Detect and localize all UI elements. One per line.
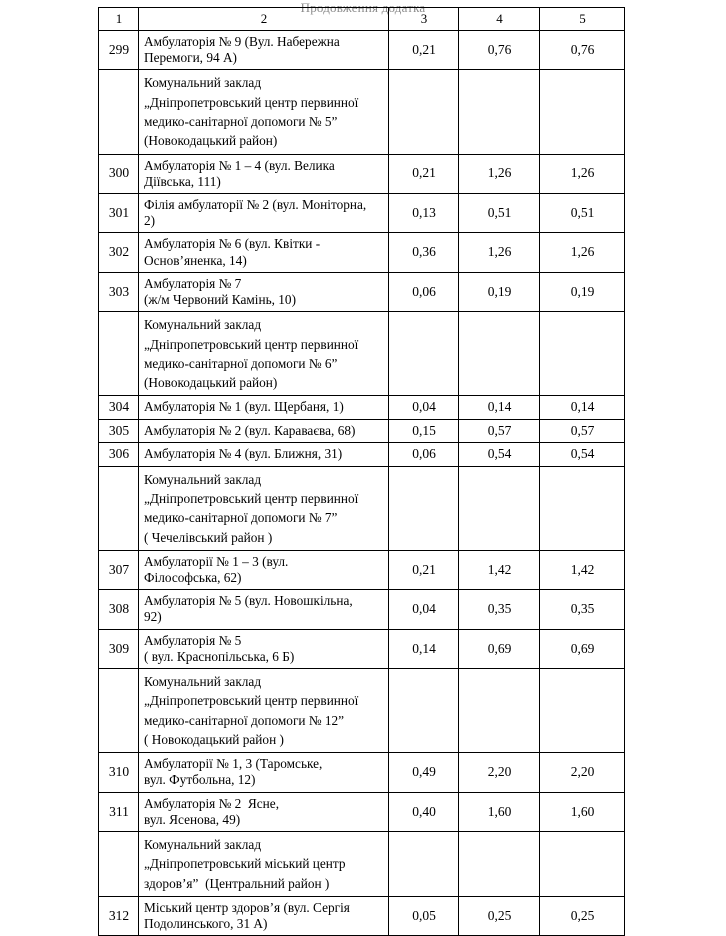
- row-name-line: ( Новокодацький район ): [144, 731, 284, 747]
- row-number: [99, 832, 139, 897]
- page-header-note: Продовження додатка: [300, 0, 426, 15]
- row-name: [139, 396, 389, 419]
- row-name-line: Амбулаторія № 9 (Вул. Набережна: [144, 34, 340, 49]
- row-name-line: „Дніпропетровський центр первинної: [144, 490, 359, 506]
- row-name-line: Діївська, 111): [144, 173, 221, 189]
- row-value-col5: [540, 466, 625, 550]
- row-value-col3: 0,13: [389, 193, 459, 232]
- column-header-4: 4: [459, 8, 540, 31]
- row-name-line: Комунальний заклад: [144, 837, 262, 853]
- row-value-col3: [389, 312, 459, 396]
- row-value-col4: 0,76: [459, 31, 540, 70]
- table-group-row: [99, 312, 625, 396]
- row-value-col5: 0,51: [540, 193, 625, 232]
- row-name: [139, 832, 389, 897]
- row-value-col4: [459, 832, 540, 897]
- row-name-line: „Дніпропетровський міський центр: [144, 856, 346, 872]
- row-value-col3: 0,21: [389, 550, 459, 589]
- row-name-line: ( Чечелівський район ): [144, 529, 273, 545]
- row-value-col4: 0,57: [459, 419, 540, 442]
- row-name-line: 2): [144, 213, 156, 229]
- column-header-1: 1: [99, 8, 139, 31]
- row-value-col5: 1,26: [540, 154, 625, 193]
- row-name: [139, 272, 389, 311]
- row-name-line: медико-санітарної допомоги № 12”: [144, 712, 345, 728]
- row-value-col3: 0,40: [389, 792, 459, 831]
- row-value-col3: [389, 70, 459, 154]
- row-name-line: Амбулаторія № 4 (вул. Ближня, 31): [144, 446, 343, 462]
- row-name-line: (Новокодацький район): [144, 133, 278, 149]
- row-number: [99, 70, 139, 154]
- table-row: [99, 31, 625, 70]
- row-value-col4: 0,25: [459, 896, 540, 935]
- row-number: 304: [99, 396, 139, 419]
- row-name-line: Амбулаторія № 5: [144, 632, 242, 648]
- table-row: [99, 753, 625, 792]
- row-number: 302: [99, 233, 139, 272]
- row-number: 307: [99, 550, 139, 589]
- row-value-col5: 1,60: [540, 792, 625, 831]
- row-number: 308: [99, 590, 139, 629]
- row-number: 299: [99, 31, 139, 70]
- row-name-line: (Новокодацький район): [144, 375, 278, 391]
- row-name: [139, 896, 389, 935]
- row-value-col4: 0,69: [459, 629, 540, 668]
- row-value-col5: [540, 669, 625, 753]
- row-value-col3: 0,14: [389, 629, 459, 668]
- row-value-col4: 0,51: [459, 193, 540, 232]
- row-number: 311: [99, 792, 139, 831]
- row-name-line: Амбулаторія № 1 – 4 (вул. Велика: [144, 157, 335, 173]
- row-value-col3: 0,06: [389, 443, 459, 466]
- column-header-3: 3: [389, 8, 459, 31]
- table-container: [98, 7, 624, 936]
- table-row: [99, 792, 625, 831]
- table-header-row: [99, 8, 625, 31]
- row-value-col5: [540, 832, 625, 897]
- row-name-line: медико-санітарної допомоги № 5”: [144, 113, 338, 129]
- table-group-row: [99, 669, 625, 753]
- row-name-line: Комунальний заклад: [144, 75, 262, 91]
- row-value-col3: 0,21: [389, 31, 459, 70]
- row-name: [139, 154, 389, 193]
- row-value-col3: 0,36: [389, 233, 459, 272]
- row-value-col4: [459, 669, 540, 753]
- table-row: [99, 896, 625, 935]
- row-name-line: (ж/м Червоний Камінь, 10): [144, 292, 297, 308]
- row-name: [139, 792, 389, 831]
- row-value-col4: [459, 312, 540, 396]
- row-name-line: вул. Ясенова, 49): [144, 811, 241, 827]
- row-value-col3: [389, 466, 459, 550]
- row-number: [99, 312, 139, 396]
- row-value-col5: 0,35: [540, 590, 625, 629]
- row-number: 300: [99, 154, 139, 193]
- row-name-line: медико-санітарної допомоги № 6”: [144, 355, 338, 371]
- row-value-col3: 0,15: [389, 419, 459, 442]
- row-name-line: Амбулаторії № 1 – 3 (вул.: [144, 553, 289, 569]
- row-value-col4: 0,14: [459, 396, 540, 419]
- row-value-col4: 0,54: [459, 443, 540, 466]
- row-name-line: Філософська, 62): [144, 570, 242, 585]
- row-value-col5: 1,42: [540, 550, 625, 589]
- row-name: [139, 669, 389, 753]
- row-value-col5: 2,20: [540, 753, 625, 792]
- row-name-line: Амбулаторія № 7: [144, 275, 242, 291]
- row-name-line: „Дніпропетровський центр первинної: [144, 693, 359, 709]
- row-value-col4: [459, 466, 540, 550]
- row-number: [99, 466, 139, 550]
- column-header-2: 2: [139, 8, 389, 31]
- row-name-line: Міський центр здоров’я (вул. Сергія: [144, 899, 350, 915]
- table-row: [99, 396, 625, 419]
- row-value-col5: 0,57: [540, 419, 625, 442]
- row-name: [139, 312, 389, 396]
- row-name-line: ( вул. Краснопільська, 6 Б): [144, 648, 295, 664]
- row-name-line: „Дніпропетровський центр первинної: [144, 336, 359, 352]
- row-name: [139, 419, 389, 442]
- row-value-col4: 1,60: [459, 792, 540, 831]
- row-value-col4: 0,19: [459, 272, 540, 311]
- row-name: [139, 629, 389, 668]
- row-value-col3: 0,06: [389, 272, 459, 311]
- row-name-line: Амбулаторії № 1, 3 (Таромське,: [144, 756, 323, 772]
- row-number: 309: [99, 629, 139, 668]
- row-value-col4: 2,20: [459, 753, 540, 792]
- row-value-col4: 0,35: [459, 590, 540, 629]
- table-row: [99, 590, 625, 629]
- row-name-line: Перемоги, 94 А): [144, 50, 237, 66]
- row-value-col3: 0,05: [389, 896, 459, 935]
- row-value-col5: 0,19: [540, 272, 625, 311]
- row-name: [139, 550, 389, 589]
- column-header-5: 5: [540, 8, 625, 31]
- table-group-row: [99, 466, 625, 550]
- row-name-line: Амбулаторія № 2 Ясне,: [144, 795, 280, 811]
- table-row: [99, 629, 625, 668]
- row-value-col3: 0,49: [389, 753, 459, 792]
- row-number: 312: [99, 896, 139, 935]
- table-row: [99, 233, 625, 272]
- row-number: 310: [99, 753, 139, 792]
- row-name-line: 92): [144, 609, 162, 625]
- row-name-line: Філія амбулаторії № 2 (вул. Моніторна,: [144, 196, 367, 212]
- row-value-col4: 1,26: [459, 154, 540, 193]
- row-value-col5: 1,26: [540, 233, 625, 272]
- table-row: [99, 193, 625, 232]
- row-name-line: медико-санітарної допомоги № 7”: [144, 510, 338, 526]
- row-name-line: Амбулаторія № 2 (вул. Караваєва, 68): [144, 422, 356, 438]
- row-name-line: Подолинського, 31 А): [144, 916, 268, 932]
- row-name-line: Комунальний заклад: [144, 471, 262, 487]
- row-name: [139, 233, 389, 272]
- table-group-row: [99, 832, 625, 897]
- table-row: [99, 419, 625, 442]
- row-value-col5: 0,54: [540, 443, 625, 466]
- table-row: [99, 272, 625, 311]
- row-value-col3: 0,04: [389, 590, 459, 629]
- table-group-row: [99, 70, 625, 154]
- table-row: [99, 154, 625, 193]
- row-name: [139, 443, 389, 466]
- row-value-col4: 1,26: [459, 233, 540, 272]
- row-value-col5: 0,25: [540, 896, 625, 935]
- row-name-line: Основ’яненка, 14): [144, 252, 247, 268]
- row-name-line: вул. Футбольна, 12): [144, 772, 256, 788]
- row-value-col5: 0,76: [540, 31, 625, 70]
- row-value-col5: [540, 70, 625, 154]
- row-name: [139, 753, 389, 792]
- row-name-line: „Дніпропетровський центр первинної: [144, 94, 359, 110]
- row-value-col3: [389, 669, 459, 753]
- row-value-col5: 0,14: [540, 396, 625, 419]
- row-value-col3: 0,04: [389, 396, 459, 419]
- row-name: [139, 193, 389, 232]
- row-value-col4: 1,42: [459, 550, 540, 589]
- row-value-col4: [459, 70, 540, 154]
- table-row: [99, 443, 625, 466]
- row-name-line: Комунальний заклад: [144, 674, 262, 690]
- row-name: [139, 466, 389, 550]
- row-number: 306: [99, 443, 139, 466]
- row-value-col3: [389, 832, 459, 897]
- row-name: [139, 590, 389, 629]
- row-number: 305: [99, 419, 139, 442]
- row-name-line: здоров’я” (Центральний район ): [144, 875, 330, 891]
- row-name: [139, 70, 389, 154]
- row-number: [99, 669, 139, 753]
- row-value-col3: 0,21: [389, 154, 459, 193]
- table-row: [99, 550, 625, 589]
- row-number: 303: [99, 272, 139, 311]
- data-table: [98, 7, 625, 936]
- row-name-line: Амбулаторія № 5 (вул. Новошкільна,: [144, 593, 353, 609]
- row-name-line: Амбулаторія № 6 (вул. Квітки -: [144, 236, 321, 252]
- row-name-line: Амбулаторія № 1 (вул. Щербаня, 1): [144, 399, 344, 415]
- row-number: 301: [99, 193, 139, 232]
- row-name: [139, 31, 389, 70]
- row-name-line: Комунальний заклад: [144, 317, 262, 333]
- row-value-col5: [540, 312, 625, 396]
- row-value-col5: 0,69: [540, 629, 625, 668]
